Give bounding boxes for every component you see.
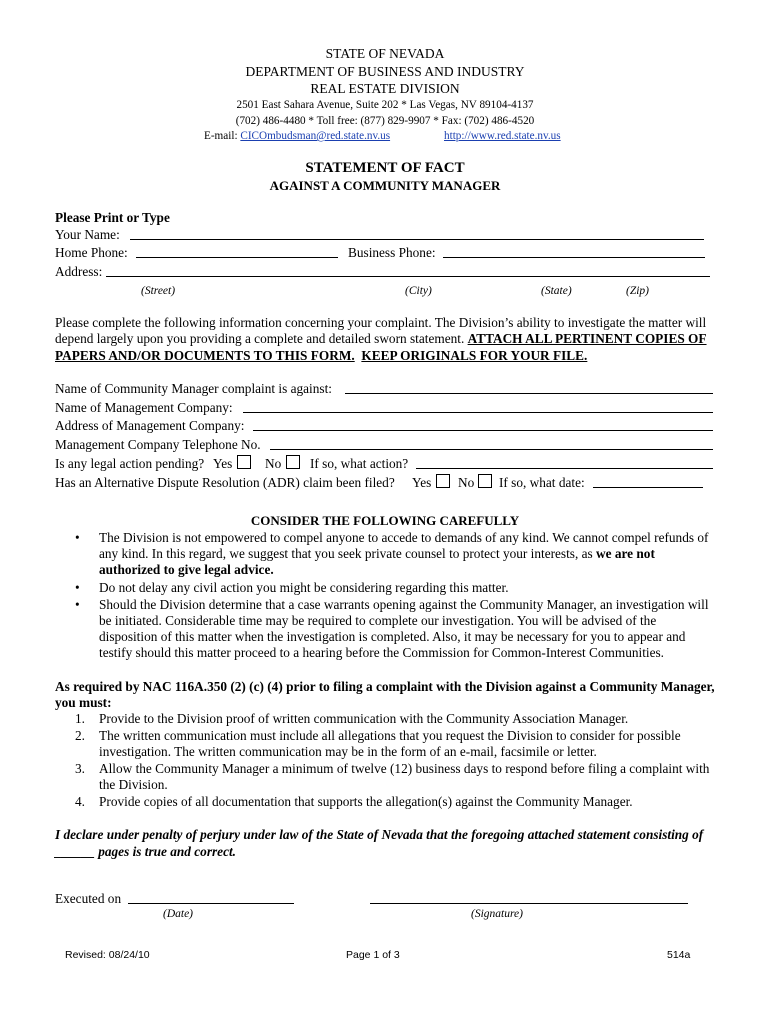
consider-heading: CONSIDER THE FOLLOWING CAREFULLY — [250, 513, 520, 528]
state-caption: (State) — [541, 285, 572, 297]
legal-no-checkbox[interactable] — [286, 455, 300, 469]
signature-caption: (Signature) — [471, 908, 523, 920]
your-name-input[interactable] — [130, 226, 704, 240]
requirements-heading: As required by NAC 116A.350 (2) (c) (4) prior to filing a complaint with the Division against a Community Manager, you must: — [55, 679, 715, 710]
page-number: Page 1 of 3 — [346, 949, 400, 961]
declaration-end-text: pages is true and correct. — [98, 844, 236, 859]
page-title: STATEMENT OF FACT — [305, 160, 465, 176]
address-input[interactable] — [106, 263, 710, 277]
revised-date: Revised: 08/24/10 — [65, 949, 150, 961]
form-number: 514a — [667, 949, 691, 961]
manager-name-label: Name of Community Manager complaint is against: — [55, 381, 332, 396]
bullet-civil-action: Do not delay any civil action you might be considering regarding this matter. — [99, 580, 509, 595]
signature-input[interactable] — [370, 890, 688, 904]
bullet-dot: • — [75, 530, 80, 545]
adr-no-checkbox[interactable] — [478, 474, 492, 488]
company-name-label: Name of Management Company: — [55, 400, 233, 415]
adr-yes-checkbox[interactable] — [436, 474, 450, 488]
company-phone-label: Management Company Telephone No. — [55, 437, 261, 452]
req-number: 1. — [75, 711, 85, 726]
date-caption: (Date) — [163, 908, 194, 920]
req-item-2: The written communication must include all allegations that you request the Division to consider for possible investigation. The written communication may be in the form of an e-mail, facsimile or letter. — [99, 728, 681, 759]
req-item-3: Allow the Community Manager a minimum of twelve (12) business days to respond before filing a complaint with the Division. — [99, 761, 710, 792]
legal-yes-checkbox[interactable] — [237, 455, 251, 469]
company-name-input[interactable] — [243, 399, 713, 413]
bullet-no-power — [99, 530, 717, 578]
agency-phones: (702) 486-4480 * Toll free: (877) 829-9907 * Fax: (702) 486-4520 — [235, 115, 535, 127]
req-number: 2. — [75, 728, 85, 743]
bullet-dot: • — [75, 580, 80, 595]
your-name-label: Your Name: — [55, 227, 120, 242]
adr-yes-label: Yes — [412, 475, 432, 490]
agency-email-row — [204, 130, 390, 142]
email-label: E-mail: — [204, 130, 238, 142]
address-label: Address: — [55, 264, 103, 279]
print-heading: Please Print or Type — [55, 210, 170, 225]
legal-action-label: Is any legal action pending? — [55, 456, 205, 471]
adr-label: Has an Alternative Dispute Resolution (ADR) claim been filed? — [55, 475, 395, 490]
city-caption: (City) — [405, 285, 432, 297]
business-phone-label: Business Phone: — [348, 245, 436, 260]
no-legal-advice-text: we are not authorized to give legal advice. — [99, 546, 655, 577]
instructions-text: Please complete the following information concerning your complaint. The Division’s ability to investigate the matter will depend largely upon you providing a complete and detailed sworn statement. — [55, 315, 707, 347]
page-subtitle: AGAINST A COMMUNITY MANAGER — [269, 178, 501, 193]
bullet-investigation: Should the Division determine that a case warrants opening against the Community Manager, an investigation will be initiated. Considerable time may be required to complete our investigation. You will be advised of the disposition of this matter when the investigation is completed. Also, it may be necessary for you to appear and testify should this matter proceed to a hearing before the Commission for Common-Interest Communities. — [99, 597, 709, 660]
adr-no-label: No — [458, 475, 475, 490]
website-row — [444, 130, 561, 142]
req-item-4: Provide copies of all documentation that supports the allegation(s) against the Community Manager. — [99, 794, 633, 809]
req-number: 3. — [75, 761, 85, 776]
zip-caption: (Zip) — [626, 285, 649, 297]
declaration-text: I declare under penalty of perjury under law of the State of Nevada that the foregoing attached statement consisting of — [55, 827, 704, 842]
agency-address: 2501 East Sahara Avenue, Suite 202 * Las Vegas, NV 89104-4137 — [236, 99, 534, 111]
executed-on-label: Executed on — [55, 891, 122, 906]
company-phone-input[interactable] — [270, 436, 713, 450]
what-date-label: If so, what date: — [499, 475, 585, 490]
company-address-label: Address of Management Company: — [55, 418, 245, 433]
home-phone-input[interactable] — [136, 244, 338, 258]
what-action-input[interactable] — [416, 455, 713, 469]
email-link[interactable]: CICOmbudsman@red.state.nv.us — [240, 130, 391, 142]
business-phone-input[interactable] — [443, 244, 705, 258]
home-phone-label: Home Phone: — [55, 245, 128, 260]
website-link[interactable]: http://www.red.state.nv.us — [444, 130, 561, 142]
agency-department: DEPARTMENT OF BUSINESS AND INDUSTRY — [245, 64, 525, 79]
manager-name-input[interactable] — [345, 380, 713, 394]
req-number: 4. — [75, 794, 85, 809]
attach-notice: ATTACH ALL PERTINENT COPIES OF PAPERS AND/OR DOCUMENTS TO THIS FORM. — [55, 331, 707, 363]
street-caption: (Street) — [141, 285, 176, 297]
what-date-input[interactable] — [593, 474, 703, 488]
keep-originals-notice: KEEP ORIGINALS FOR YOUR FILE. — [361, 347, 588, 363]
req-item-1: Provide to the Division proof of written communication with the Community Association Manager. — [99, 711, 629, 726]
perjury-declaration — [55, 826, 715, 860]
legal-yes-label: Yes — [213, 456, 233, 471]
bullet-dot: • — [75, 597, 80, 612]
company-address-input[interactable] — [253, 417, 713, 431]
bullet-no-power-text: The Division is not empowered to compel anyone to accede to demands of any kind. We cannot compel refunds of any kind. In this regard, we suggest that you seek private counsel to protect your interests, as — [99, 530, 709, 561]
page-count-blank[interactable]: ______ — [55, 844, 95, 859]
agency-division: REAL ESTATE DIVISION — [310, 81, 460, 96]
legal-no-label: No — [265, 456, 282, 471]
agency-state: STATE OF NEVADA — [325, 46, 445, 61]
executed-date-input[interactable] — [128, 890, 294, 904]
instructions-paragraph — [55, 315, 715, 364]
what-action-label: If so, what action? — [310, 456, 409, 471]
